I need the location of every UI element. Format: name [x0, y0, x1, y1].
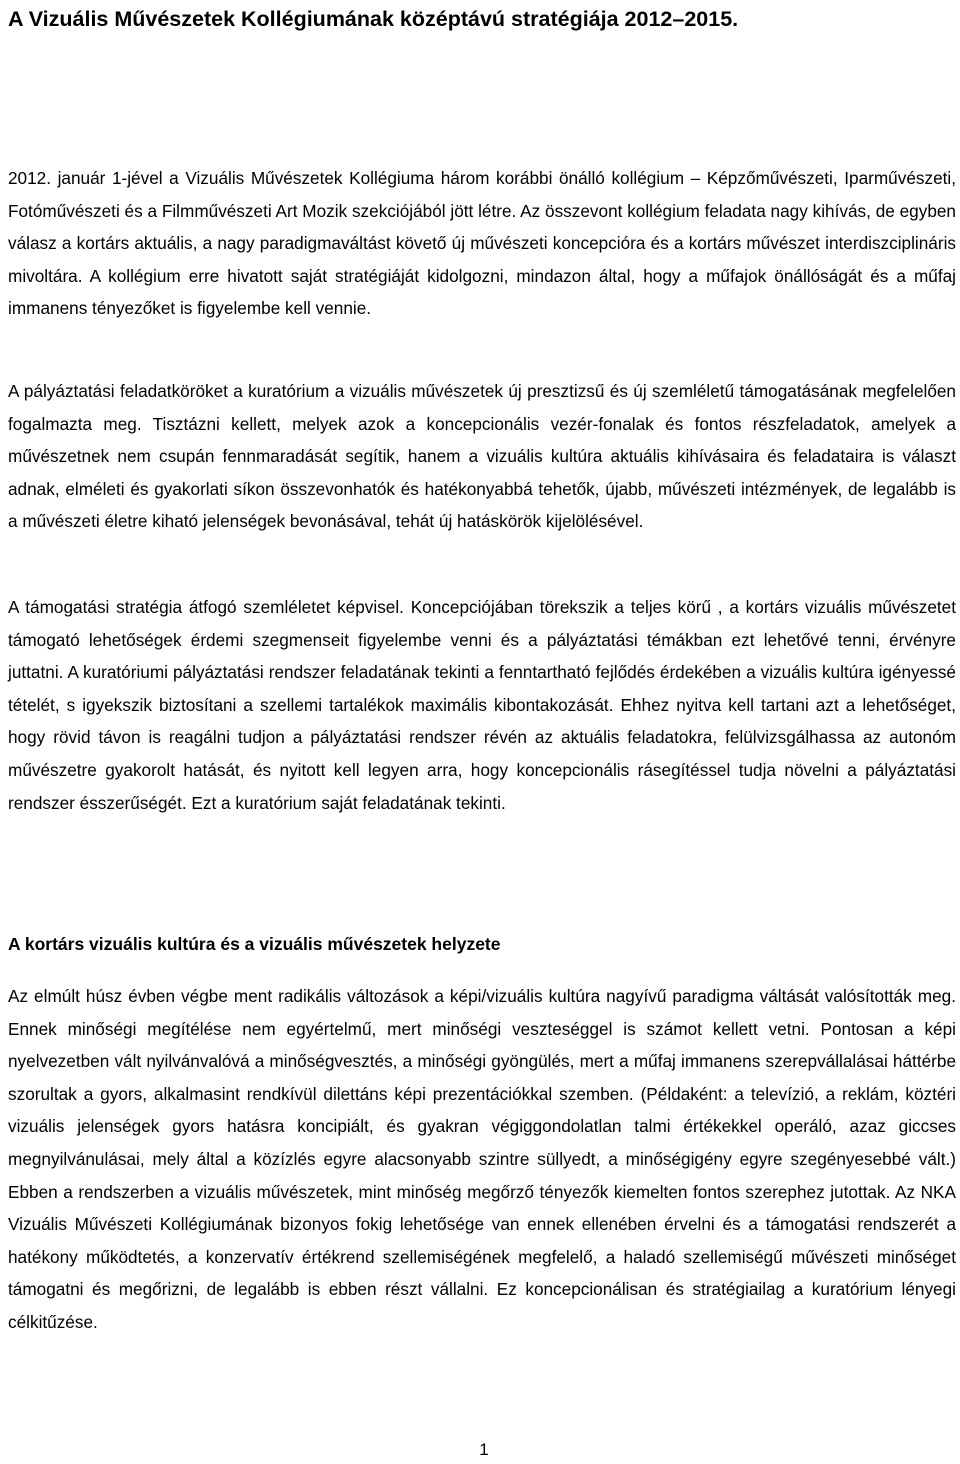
paragraph-intro: 2012. január 1-jével a Vizuális Művészetek Kollégiuma három korábbi önálló kollégium – Képzőművészeti, Iparművészeti, Fotóművészeti és a Filmművészeti Art Mozik szekciójából jött létre. Az összevont kollégium feladata nagy kihívás, de egyben válasz a kortárs aktuális, a nagy paradigmaváltást követő új művészeti koncepcióra és a kortárs művészet interdiszciplináris mivoltára. A kollégium erre hivatott saját stratégiáját kidolgozni, mindazon által, hogy a műfajok önállóságát és a műfaj immanens tényezőket is figyelembe kell vennie. — [8, 168, 956, 319]
section-heading: A kortárs vizuális kultúra és a vizuális művészetek helyzete — [8, 934, 501, 954]
paragraph-tamogatasi-strategia: A támogatási stratégia átfogó szemléletet képvisel. Koncepciójában törekszik a teljes körű , a kortárs vizuális művészetet támogató lehetőségek érdemi szegmenseit figyelembe venni és a pályáztatási témákban ezt lehetővé tenni, érvényre juttatni. A kuratóriumi pályáztatási rendszer feladatának tekinti a fenntartható fejlődés érdekében a vizuális kultúra igényessé tételét, s igyekszik biztosítani a szellemi tartalékok maximális kibontakozását. Ehhez nyitva kell tartani azt a lehetőséget, hogy rövid távon is reagálni tudjon a pályáztatási rendszer révén az aktuális feladatokra, felülvizsgálhassa az autonóm művészetre gyakorolt hatását, és nyitott kell legyen arra, hogy koncepcionális rásegítéssel tudja növelni a pályáztatási rendszer ésszerűségét. Ezt a kuratórium saját feladatának tekinti. — [8, 597, 956, 813]
paragraph-palyaztatasi-feladatkorok: A pályáztatási feladatköröket a kuratórium a vizuális művészetek új presztizsű és új szemléletű támogatásának megfelelően fogalmazta meg. Tisztázni kellett, melyek azok a koncepcionális vezér-fonalak és fontos részfeladatok, amelyek a művészetnek nem csupán fennmaradását segítik, hanem a vizuális kultúra aktuális kihívásaira és feladataira is választ adnak, elméleti és gyakorlati síkon összevonhatók és hatékonyabbá tehetők, újabb, művészeti intézmények, de legalább is a művészeti életre kiható jelenségek bevonásával, tehát új hatáskörök kijelölésével. — [8, 381, 956, 532]
paragraph-kortars-helyzet: Az elmúlt húsz évben végbe ment radikális változások a képi/vizuális kultúra nagyívű paradigma váltását valósították meg. Ennek minőségi megítélése nem egyértelmű, mert minőségi veszteséggel is számot kellett vetni. Pontosan a képi nyelvezetben vált nyilvánvalóvá a minőségvesztés, a minőségi gyöngülés, mert a műfaj immanens szerepvállalásai háttérbe szorultak a gyors, alkalmasint rendkívül dilettáns képi prezentációkkal szemben. (Példaként: a televízió, a reklám, köztéri vizuális jelenségek gyors hatásra koncipiált, és gyakran végiggondolatlan talmi értékekkel operáló, azaz giccses megnyilvánulásai, mely által a közízlés egyre alacsonyabb szintre süllyedt, a minőségigény egyre szegényesebbé vált.) Ebben a rendszerben a vizuális művészetek, mint minőség megőrző tényezők kiemelten fontos szerephez jutottak. Az NKA Vizuális Művészeti Kollégiumának bizonyos fokig lehetősége van ennek ellenében érvelni és a támogatási rendszerét a hatékony működtetés, a konzervatív értékrend szellemiségének megfelelő, a haladó szellemiségű művészeti minőséget támogatni és megőrizni, de legalább is ebben részt vállalni. Ez koncepcionálisan és stratégiailag a kuratórium lényegi célkitűzése. — [8, 986, 956, 1332]
page-number: 1 — [479, 1440, 489, 1459]
document-title: A Vizuális Művészetek Kollégiumának középtávú stratégiája 2012–2015. — [8, 7, 739, 31]
